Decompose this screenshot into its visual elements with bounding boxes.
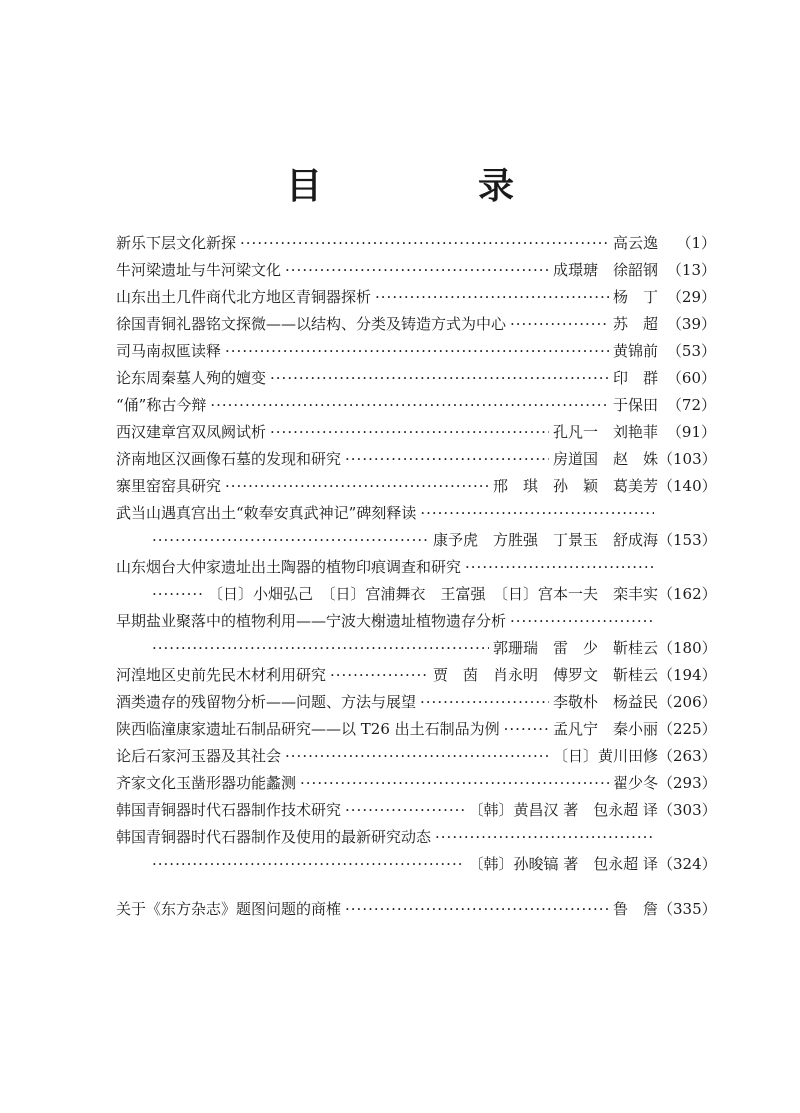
entry-page: （263）: [658, 747, 717, 765]
toc-entry[interactable]: [116, 257, 716, 284]
entry-title: 陕西临潼康家遗址石制品研究——以 T26 出土石制品为例: [116, 720, 500, 738]
leader-dots: [420, 500, 654, 527]
leader-dots: [510, 311, 609, 338]
entry-title: 酒类遗存的残留物分析——问题、方法与展望: [116, 693, 417, 711]
entry-author: 郭珊瑞 雷 少 靳桂云: [492, 639, 658, 657]
leader-dots: [435, 824, 654, 851]
toc-entry[interactable]: [116, 797, 716, 824]
leader-dots: [510, 608, 654, 635]
toc-entry[interactable]: [116, 770, 716, 797]
entry-title: 山东出土几件商代北方地区青铜器探析: [116, 288, 372, 306]
entry-page: （53）: [666, 342, 716, 360]
entry-page: （293）: [658, 774, 717, 792]
toc-entry[interactable]: [116, 743, 716, 770]
entry-title: 新乐下层文化新探: [116, 234, 237, 252]
entry-title: 齐家文化玉凿形器功能蠡测: [116, 774, 297, 792]
page-title: 目 录: [285, 165, 574, 207]
entry-author: 苏 超: [612, 315, 658, 333]
toc-entry[interactable]: [116, 311, 716, 338]
toc-entry[interactable]: [116, 689, 716, 716]
entry-page: （153）: [658, 531, 717, 549]
entry-page: （194）: [658, 666, 717, 684]
entry-title: 论东周秦墓人殉的嬗变: [116, 369, 267, 387]
entry-title: 山东烟台大仲家遗址出土陶器的植物印痕调查和研究: [116, 558, 462, 576]
toc-entry[interactable]: [116, 473, 716, 500]
toc-entry[interactable]: [116, 446, 716, 473]
entry-page: （1）: [676, 234, 716, 252]
entry-title: 司马南叔匜读释: [116, 342, 222, 360]
toc-entry[interactable]: [116, 896, 716, 923]
toc-entry-author-line[interactable]: [116, 851, 716, 878]
leader-dots: [420, 689, 549, 716]
entry-page: （162）: [658, 585, 717, 603]
entry-author: 孟凡宁 秦小丽: [552, 720, 658, 738]
entry-author: 成璟瑭 徐韶钢: [552, 261, 658, 279]
entry-title: 韩国青铜器时代石器制作技术研究: [116, 801, 342, 819]
entry-page: （140）: [658, 477, 717, 495]
entry-page: （103）: [658, 450, 717, 468]
entry-page: （60）: [666, 369, 716, 387]
toc-entry-author-line[interactable]: [116, 581, 716, 608]
leader-dots: [152, 635, 489, 662]
table-of-contents: [116, 230, 716, 923]
entry-page: （206）: [658, 693, 717, 711]
leader-dots: [152, 851, 464, 878]
toc-entry[interactable]: [116, 230, 716, 257]
entry-page: （324）: [658, 855, 717, 873]
leader-dots: [375, 284, 609, 311]
leader-dots: [240, 230, 609, 257]
entry-title: 寨里窑窑具研究: [116, 477, 222, 495]
entry-author: 〔韩〕孙晙镐 著 包永超 译: [468, 855, 658, 873]
entry-author: 〔韩〕黄昌汉 著 包永超 译: [468, 801, 658, 819]
entry-author: 康予虎 方胜强 丁景玉 舒成海: [432, 531, 658, 549]
entry-author: 黄锦前: [612, 342, 658, 360]
toc-entry[interactable]: [116, 284, 716, 311]
toc-entry-title-line[interactable]: [116, 500, 716, 527]
toc-entry[interactable]: [116, 716, 716, 743]
leader-dots: [225, 338, 609, 365]
toc-entry[interactable]: [116, 365, 716, 392]
entry-page: （225）: [658, 720, 717, 738]
entry-page: （39）: [666, 315, 716, 333]
entry-author: 印 群: [612, 369, 658, 387]
entry-author: 于保田: [612, 396, 658, 414]
entry-author: 李敬朴 杨益民: [552, 693, 658, 711]
entry-author: 〔日〕黄川田修: [552, 747, 658, 765]
entry-page: （29）: [666, 288, 716, 306]
entry-author: 邢 琪 孙 颖 葛美芳: [492, 477, 658, 495]
entry-title: 西汉建章宫双凤阙试析: [116, 423, 267, 441]
entry-page: （303）: [658, 801, 717, 819]
entry-title: 牛河梁遗址与牛河梁文化: [116, 261, 282, 279]
entry-page: （180）: [658, 639, 717, 657]
leader-dots: [152, 527, 429, 554]
leader-dots: [300, 770, 609, 797]
entry-title: “俑”称古今辩: [116, 396, 207, 414]
entry-author: 〔日〕小畑弘己 〔日〕宫浦舞衣 王富强 〔日〕宫本一夫 栾丰实: [207, 585, 658, 603]
leader-dots: [504, 716, 549, 743]
leader-dots: [330, 662, 429, 689]
section-gap: [116, 878, 716, 896]
entry-title: 河湟地区史前先民木材利用研究: [116, 666, 327, 684]
entry-author: 高云逸: [612, 234, 658, 252]
toc-entry-author-line[interactable]: [116, 635, 716, 662]
leader-dots: [270, 365, 609, 392]
toc-entry[interactable]: [116, 662, 716, 689]
toc-entry[interactable]: [116, 419, 716, 446]
toc-entry[interactable]: [116, 338, 716, 365]
leader-dots: [465, 554, 654, 581]
leader-dots: [285, 743, 549, 770]
toc-entry-title-line[interactable]: [116, 554, 716, 581]
entry-page: （13）: [666, 261, 716, 279]
entry-title: 徐国青铜礼器铭文探微——以结构、分类及铸造方式为中心: [116, 315, 507, 333]
toc-entry-title-line[interactable]: [116, 608, 716, 635]
toc-entry-author-line[interactable]: [116, 527, 716, 554]
entry-page: （72）: [666, 396, 716, 414]
entry-title: 武当山遇真宫出土“敕奉安真武神记”碑刻释读: [116, 504, 417, 522]
leader-dots: [345, 896, 609, 923]
leader-dots: [210, 392, 609, 419]
entry-title: 济南地区汉画像石墓的发现和研究: [116, 450, 342, 468]
entry-author: 贾 茵 肖永明 傅罗文 靳桂云: [432, 666, 658, 684]
toc-entry[interactable]: [116, 392, 716, 419]
entry-author: 房道国 赵 姝: [552, 450, 658, 468]
entry-author: 鲁 詹: [612, 900, 658, 918]
leader-dots: [345, 446, 549, 473]
leader-dots: [270, 419, 549, 446]
toc-entry-title-line[interactable]: [116, 824, 716, 851]
entry-author: 孔凡一 刘艳菲: [552, 423, 658, 441]
entry-page: （91）: [666, 423, 716, 441]
leader-dots: [285, 257, 549, 284]
entry-title: 关于《东方杂志》题图问题的商榷: [116, 900, 342, 918]
entry-author: 杨 丁: [612, 288, 658, 306]
entry-author: 翟少冬: [612, 774, 658, 792]
leader-dots: [152, 581, 204, 608]
leader-dots: [345, 797, 464, 824]
entry-title: 早期盐业聚落中的植物利用——宁波大榭遗址植物遗存分析: [116, 612, 507, 630]
entry-page: （335）: [658, 900, 717, 918]
entry-title: 韩国青铜器时代石器制作及使用的最新研究动态: [116, 828, 432, 846]
leader-dots: [225, 473, 489, 500]
entry-title: 论后石家河玉器及其社会: [116, 747, 282, 765]
